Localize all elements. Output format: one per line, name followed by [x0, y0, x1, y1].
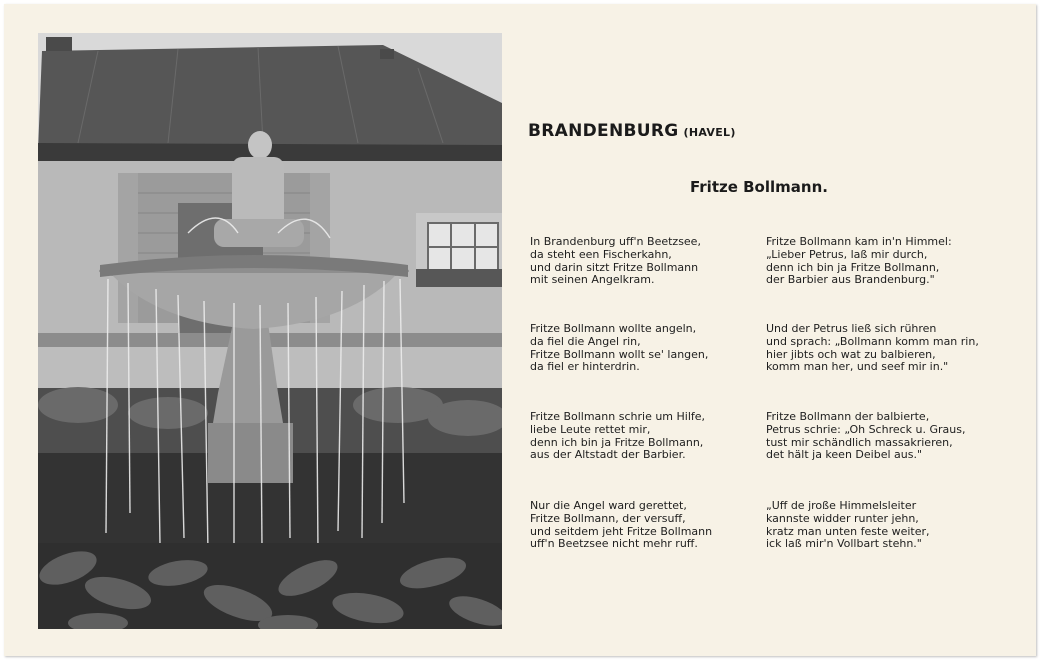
poem-line: kratz man unten feste weiter,	[766, 524, 930, 538]
stanza-right-3	[766, 411, 965, 462]
region-name: (HAVEL)	[683, 126, 736, 139]
poem-line: da fiel er hinterdrin.	[530, 360, 640, 374]
stanza-right-1	[766, 236, 952, 287]
poem-line: liebe Leute rettet mir,	[530, 422, 651, 436]
poem-line: aus der Altstadt der Barbier.	[530, 448, 686, 462]
poem-line: der Barbier aus Brandenburg."	[766, 273, 935, 287]
poem-line: denn ich bin ja Fritze Bollmann,	[766, 260, 940, 274]
poem-line: und darin sitzt Fritze Bollmann	[530, 260, 699, 274]
stanza-right-4	[766, 500, 930, 551]
poem-line: mit seinen Angelkram.	[530, 273, 655, 287]
poem-line: Fritze Bollmann, der versuff,	[530, 511, 686, 525]
poem-line: da steht een Fischerkahn,	[530, 247, 672, 261]
stanza-right-2	[766, 323, 979, 374]
poem-line: Fritze Bollmann schrie um Hilfe,	[530, 410, 706, 423]
poem-line: Petrus schrie: „Oh Schreck u. Graus,	[766, 422, 966, 436]
poem-line: ick laß mir'n Vollbart stehn."	[766, 537, 922, 551]
poem-line: und seitdem jeht Fritze Bollmann	[530, 524, 713, 538]
poem-line: „Uff de jroße Himmelsleiter	[766, 499, 917, 512]
poem-line: Fritze Bollmann wollte angeln,	[530, 322, 697, 335]
poem-line: tust mir schändlich massakrieren,	[766, 435, 953, 449]
poem-line: Nur die Angel ward gerettet,	[530, 499, 687, 512]
stanza-left-2	[530, 323, 708, 374]
fountain-photo	[38, 33, 502, 629]
poem-line: komm man her, und seef mir in."	[766, 360, 949, 374]
poem-line: In Brandenburg uff'n Beetzsee,	[530, 235, 701, 248]
poem-line: denn ich bin ja Fritze Bollmann,	[530, 435, 704, 449]
poem-line: hier jibts och wat zu balbieren,	[766, 347, 936, 361]
city-name: BRANDENBURG	[528, 121, 679, 141]
poem-line: Und der Petrus ließ sich rühren	[766, 322, 937, 335]
poem-line: Fritze Bollmann der balbierte,	[766, 410, 930, 423]
poem-line: da fiel die Angel rin,	[530, 334, 641, 348]
stanza-left-3	[530, 411, 705, 462]
poem-line: det hält ja keen Deibel aus."	[766, 448, 923, 462]
stanza-left-1	[530, 236, 701, 287]
stanza-left-4	[530, 500, 712, 551]
poem-title: Fritze Bollmann.	[690, 178, 828, 196]
poem-line: Fritze Bollmann wollt se' langen,	[530, 347, 709, 361]
poem-line: und sprach: „Bollmann komm man rin,	[766, 334, 979, 348]
poem-line: kannste widder runter jehn,	[766, 511, 919, 525]
poem-line: Fritze Bollmann kam in'n Himmel:	[766, 235, 952, 248]
poem-line: „Lieber Petrus, laß mir durch,	[766, 247, 928, 261]
poem-line: uff'n Beetzsee nicht mehr ruff.	[530, 537, 698, 551]
location-heading	[528, 121, 736, 141]
